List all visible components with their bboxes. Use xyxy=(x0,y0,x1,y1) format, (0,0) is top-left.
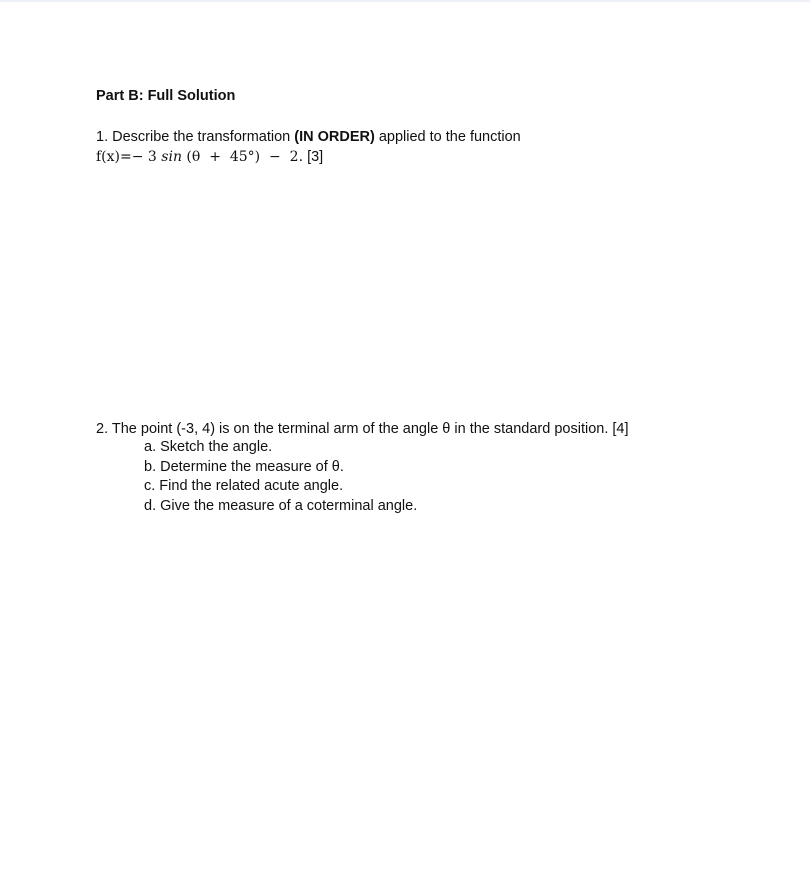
formula-lhs: f(x) xyxy=(96,149,121,165)
question-1-prefix: 1. Describe the transformation xyxy=(96,129,295,145)
subpart-c: c. Find the related acute angle. xyxy=(144,478,344,494)
question-2-stem: 2. The point (-3, 4) is on the terminal arm of the angle θ in the standard position. [4] xyxy=(96,421,629,437)
question-1-text xyxy=(96,127,521,147)
subpart-b: b. Determine the measure of θ. xyxy=(144,458,344,475)
formula-rhs: − 3 sin (θ + 45°) − 2. xyxy=(131,149,304,165)
subpart-a: a. Sketch the angle. xyxy=(144,439,273,455)
question-1-suffix: applied to the function xyxy=(374,129,521,145)
subpart-d: d. Give the measure of a coterminal angle. xyxy=(144,497,418,514)
formula-equals: = xyxy=(120,149,132,165)
question-1-marks: [3] xyxy=(307,149,324,165)
question-1-emphasis: (IN ORDER) xyxy=(294,129,375,145)
question-1-formula xyxy=(96,147,323,167)
question-2-subparts xyxy=(144,438,417,516)
section-heading: Part B: Full Solution xyxy=(96,88,236,104)
formula-sin: sin xyxy=(161,149,182,165)
